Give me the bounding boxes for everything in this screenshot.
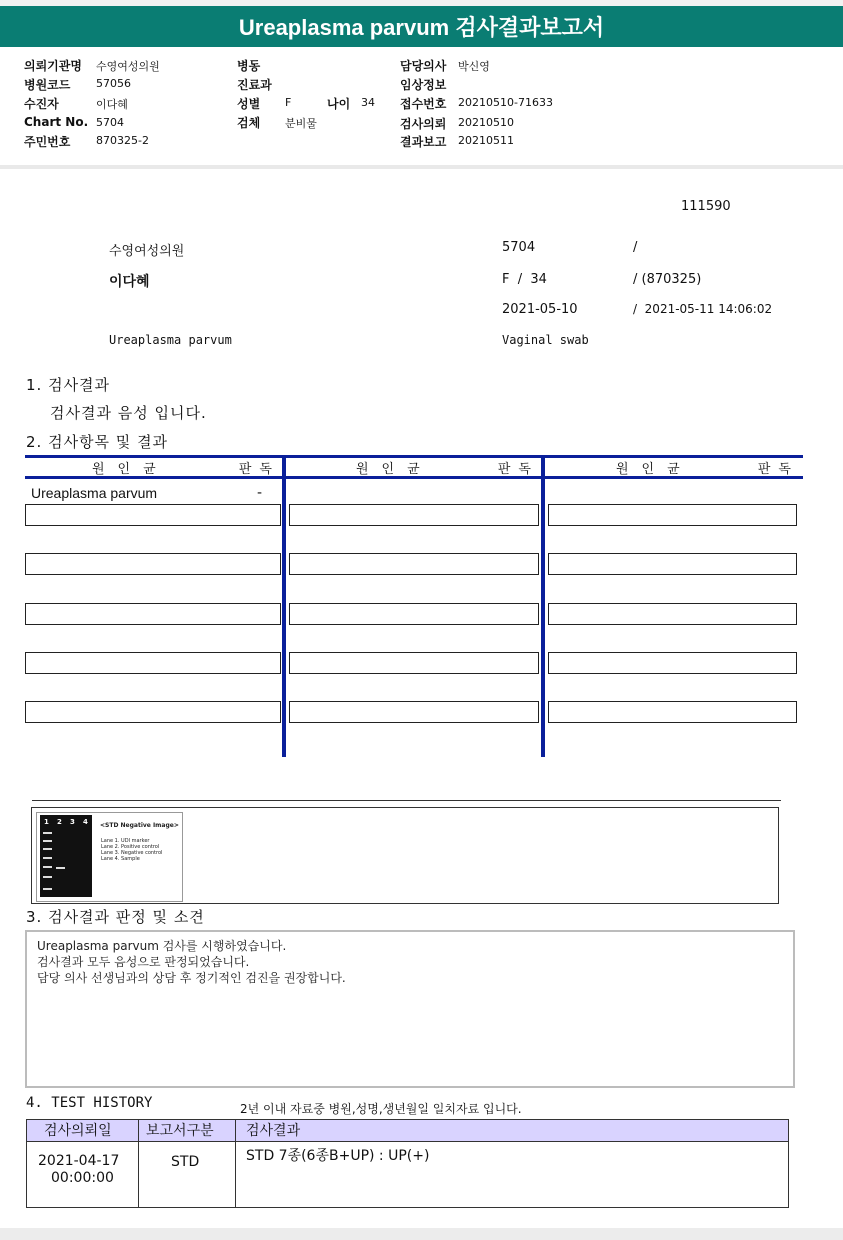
history-header-row xyxy=(27,1120,788,1142)
grid-divider-1 xyxy=(282,455,286,757)
gel-lane-number: 1 xyxy=(44,818,49,826)
gel-band xyxy=(43,840,52,842)
summary-report-datetime: / 2021-05-11 14:06:02 xyxy=(633,302,773,316)
result-box xyxy=(25,652,281,674)
doctor-value: 박신영 xyxy=(458,60,490,73)
col1-judgement-header: 판독 xyxy=(238,462,280,477)
summary-slash: / xyxy=(633,240,638,255)
column-header-2 xyxy=(356,458,539,476)
section1-result: 검사결과 음성 입니다. xyxy=(50,404,207,422)
patient-label: 수진자 xyxy=(24,97,59,111)
gel-band xyxy=(43,888,52,890)
gel-lane-caption: Lane 3. Negative control xyxy=(101,850,163,856)
result-box xyxy=(25,504,281,526)
section3-heading: 3. 검사결과 판정 및 소견 xyxy=(26,908,205,926)
column-header-3 xyxy=(616,458,799,476)
gel-band xyxy=(43,866,52,868)
section4-heading: 4. TEST HISTORY xyxy=(26,1095,153,1111)
col3-pathogen-header: 원인균 xyxy=(616,462,693,477)
gel-band xyxy=(56,867,65,869)
result-box xyxy=(289,553,539,575)
reception-label: 접수번호 xyxy=(400,97,447,111)
gel-lane-caption: Lane 2. Positive control xyxy=(101,844,160,850)
sex-label: 성별 xyxy=(237,97,261,111)
findings-line: 담당 의사 선생님과의 상담 후 정기적인 검진을 권장합니다. xyxy=(37,971,346,985)
result-pathogen-name: Ureaplasma parvum xyxy=(31,485,158,501)
chart-label: Chart No. xyxy=(24,115,89,129)
summary-clinic: 수영여성의원 xyxy=(109,244,185,259)
result-box xyxy=(548,652,797,674)
gel-electrophoresis-image xyxy=(40,815,92,897)
reception-value: 20210510-71633 xyxy=(458,96,553,109)
age-value: 34 xyxy=(361,96,375,109)
sex-value: F xyxy=(285,96,292,109)
result-box xyxy=(548,603,797,625)
result-box xyxy=(548,504,797,526)
institution-value: 수영여성의원 xyxy=(96,60,160,73)
gel-lane-caption: Lane 4. Sample xyxy=(101,856,140,862)
summary-request-date: 2021-05-10 xyxy=(502,302,578,317)
history-time: 00:00:00 xyxy=(51,1170,114,1186)
header-info-panel xyxy=(0,47,843,165)
history-col-date: 검사의뢰일 xyxy=(44,1123,112,1139)
history-date: 2021-04-17 xyxy=(38,1153,120,1169)
grid-divider-2 xyxy=(541,455,545,757)
result-box xyxy=(548,701,797,723)
history-col-result: 검사결과 xyxy=(246,1123,301,1139)
gel-lane-caption: Lane 1. UDI marker xyxy=(101,838,150,844)
col2-judgement-header: 판독 xyxy=(497,462,539,477)
image-panel-rule xyxy=(32,800,781,801)
col2-pathogen-header: 원인균 xyxy=(356,462,433,477)
summary-sex-age: F / 34 xyxy=(502,272,547,287)
history-col-separator xyxy=(235,1120,236,1207)
request-label: 검사의뢰 xyxy=(400,117,447,131)
history-col-type: 보고서구분 xyxy=(146,1123,214,1139)
result-box xyxy=(25,701,281,723)
header-divider xyxy=(0,165,843,169)
col3-judgement-header: 판독 xyxy=(757,462,799,477)
result-box xyxy=(289,701,539,723)
result-box xyxy=(548,553,797,575)
result-box xyxy=(25,553,281,575)
hospital-code-label: 병원코드 xyxy=(24,78,71,92)
clinical-label: 임상정보 xyxy=(400,78,447,92)
bottom-strip xyxy=(0,1228,843,1240)
ward-label: 병동 xyxy=(237,59,261,73)
history-table xyxy=(26,1119,789,1208)
history-note: 2년 이내 자료중 병원,성명,생년월일 일치자료 입니다. xyxy=(240,1102,522,1116)
gel-band xyxy=(43,876,52,878)
result-box xyxy=(289,504,539,526)
request-value: 20210510 xyxy=(458,116,514,129)
summary-specimen: Vaginal swab xyxy=(502,333,589,347)
resident-value: 870325-2 xyxy=(96,134,149,147)
patient-value: 이다혜 xyxy=(96,98,128,111)
history-result: STD 7종(6종B+UP) : UP(+) xyxy=(246,1148,430,1164)
gel-title: <STD Negative Image> xyxy=(100,822,179,829)
result-box xyxy=(289,652,539,674)
summary-birth: / (870325) xyxy=(633,272,702,287)
report-code: 111590 xyxy=(681,199,731,214)
institution-label: 의뢰기관명 xyxy=(24,59,82,73)
gel-lane-number: 2 xyxy=(57,818,62,826)
gel-band xyxy=(43,832,52,834)
summary-chart-no: 5704 xyxy=(502,240,536,255)
specimen-label: 검체 xyxy=(237,116,261,130)
findings-line: 검사결과 모두 음성으로 판정되었습니다. xyxy=(37,955,250,969)
history-type: STD xyxy=(171,1154,200,1170)
summary-test-name: Ureaplasma parvum xyxy=(109,333,232,347)
section2-heading: 2. 검사항목 및 결과 xyxy=(26,433,169,451)
doctor-label: 담당의사 xyxy=(400,59,447,73)
report-label: 결과보고 xyxy=(400,135,447,149)
chart-value: 5704 xyxy=(96,116,124,129)
report-title: Ureaplasma parvum 검사결과보고서 xyxy=(0,6,843,47)
hospital-code-value: 57056 xyxy=(96,77,131,90)
result-box xyxy=(289,603,539,625)
gel-band xyxy=(43,857,52,859)
specimen-value: 분비물 xyxy=(285,117,317,130)
resident-label: 주민번호 xyxy=(24,135,71,149)
gel-lane-number: 4 xyxy=(83,818,88,826)
history-col-separator xyxy=(138,1120,139,1207)
report-value: 20210511 xyxy=(458,134,514,147)
age-label: 나이 xyxy=(327,97,351,111)
section1-heading: 1. 검사결과 xyxy=(26,376,111,394)
col1-pathogen-header: 원인균 xyxy=(92,462,169,477)
gel-band xyxy=(43,848,52,850)
result-box xyxy=(25,603,281,625)
column-header-1 xyxy=(92,458,280,476)
dept-label: 진료과 xyxy=(237,78,272,92)
findings-line: Ureaplasma parvum 검사를 시행하였습니다. xyxy=(37,939,287,953)
result-judgement: - xyxy=(257,485,263,501)
summary-patient-name: 이다혜 xyxy=(109,274,150,290)
gel-lane-number: 3 xyxy=(70,818,75,826)
